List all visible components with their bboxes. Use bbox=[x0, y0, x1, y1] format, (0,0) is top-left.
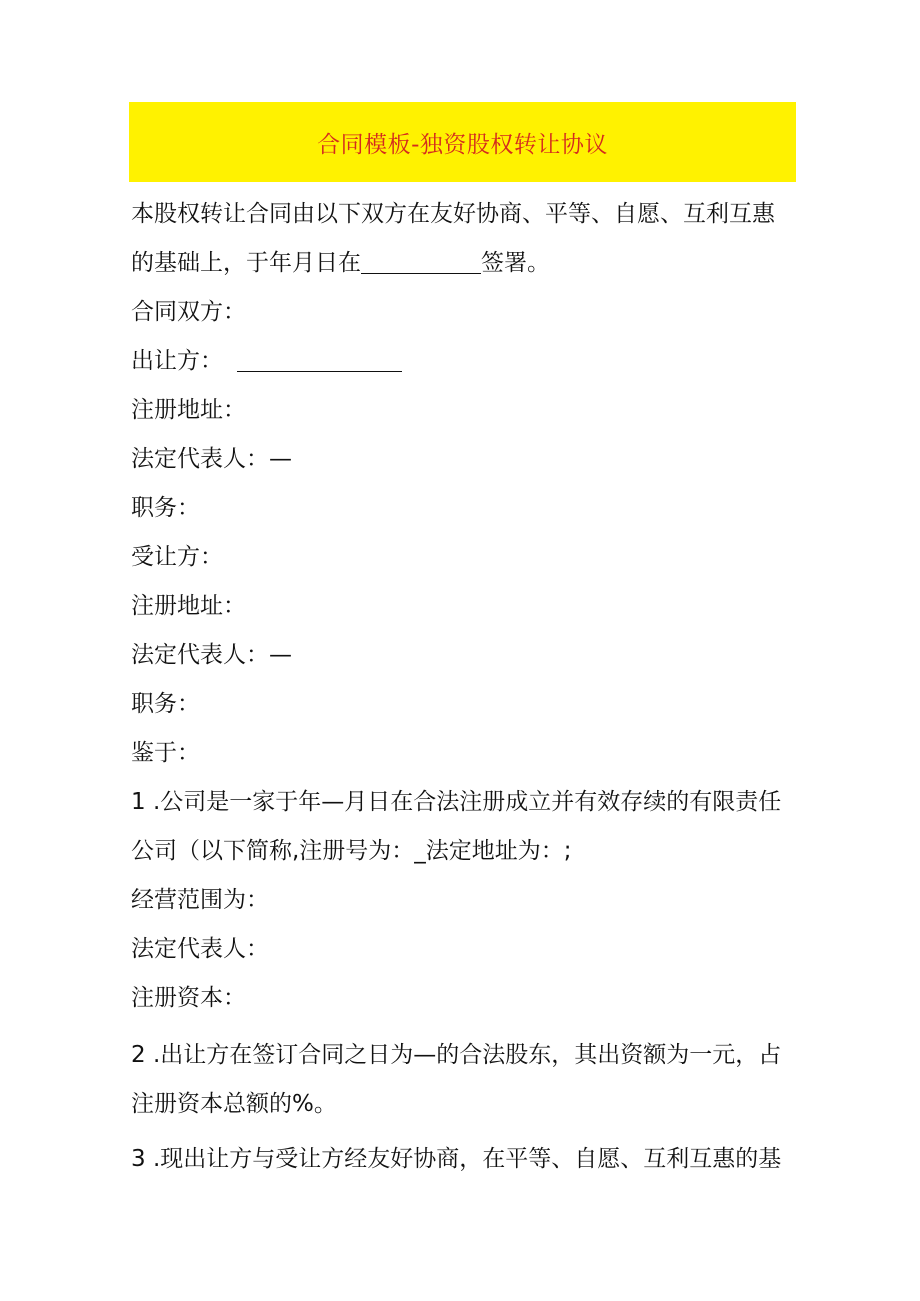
parties-heading: 合同双方： bbox=[131, 299, 246, 325]
intro-line-2-end: 签署。 bbox=[481, 250, 550, 276]
intro-line-2-start: 的基础上，于年月日在 bbox=[131, 250, 361, 276]
transferor-label: 出让方： bbox=[131, 348, 223, 374]
title-banner bbox=[129, 102, 796, 182]
whereas-item-2-line-1: 2 .出让方在签订合同之日为—的合法股东，其出资额为一元，占 bbox=[131, 1042, 782, 1068]
document-body bbox=[131, 190, 801, 1184]
transferor-legal-rep: 法定代表人：— bbox=[131, 446, 292, 472]
transferee-label: 受让方： bbox=[131, 544, 223, 570]
whereas-item-1-line-2: 公司（以下简称,注册号为：_法定地址为：; bbox=[131, 838, 572, 864]
transferor-position: 职务： bbox=[131, 495, 200, 521]
intro-line-2 bbox=[131, 239, 801, 288]
transferee-legal-rep: 法定代表人：— bbox=[131, 642, 292, 668]
intro-line-1: 本股权转让合同由以下双方在友好协商、平等、自愿、互利互惠 bbox=[131, 201, 775, 227]
company-legal-rep: 法定代表人： bbox=[131, 936, 269, 962]
transferee-position: 职务： bbox=[131, 691, 200, 717]
transferor-line bbox=[131, 337, 801, 386]
transferor-address: 注册地址： bbox=[131, 397, 246, 423]
whereas-heading: 鉴于： bbox=[131, 740, 200, 766]
whereas-item-3-line-1: 3 .现出让方与受让方经友好协商，在平等、自愿、互利互惠的基 bbox=[131, 1146, 782, 1172]
registered-capital: 注册资本： bbox=[131, 985, 246, 1011]
document-title: 合同模板-独资股权转让协议 bbox=[317, 131, 608, 158]
whereas-item-1-line-1: 1 .公司是一家于年—月日在合法注册成立并有效存续的有限责任 bbox=[131, 789, 782, 815]
business-scope: 经营范围为： bbox=[131, 887, 269, 913]
whereas-item-2-line-2: 注册资本总额的%。 bbox=[131, 1091, 337, 1117]
transferee-address: 注册地址： bbox=[131, 593, 246, 619]
signing-place-blank bbox=[361, 247, 481, 274]
transferor-name-blank bbox=[237, 345, 402, 372]
